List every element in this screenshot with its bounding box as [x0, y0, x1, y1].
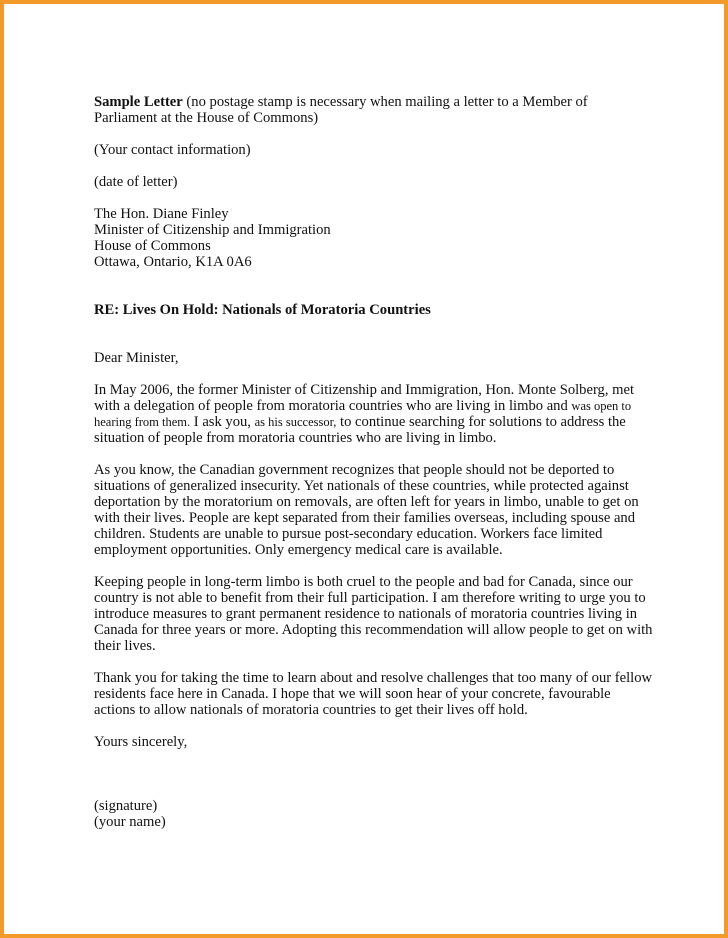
- letter-title: Sample Letter: [94, 94, 183, 110]
- paragraph-1-part-5: to continue searching for solutions to address the situation of people from moratoria countries who are living in limbo.: [94, 414, 626, 446]
- letter-body: [94, 94, 654, 830]
- paragraph-3: Keeping people in long-term limbo is both cruel to the people and bad for Canada, since our country is not able to benefit from their full participation. I am therefore writing to urge you to introduce measures to grant permanent residence to nationals of moratoria countries living in Canada for three years or more. Adopting this recommendation will allow people to get on with their lives.: [94, 574, 653, 654]
- paragraph-1: [94, 382, 654, 446]
- recipient-title: Minister of Citizenship and Immigration: [94, 222, 331, 238]
- salutation: Dear Minister,: [94, 350, 179, 366]
- paragraph-4: Thank you for taking the time to learn about and resolve challenges that too many of our fellow residents face here in Canada. I hope that we will soon hear of your concrete, favourable actions to allow nationals of moratoria countries to get their lives off hold.: [94, 670, 653, 718]
- letter-title-note: (no postage stamp is necessary when mailing a letter to a Member of Parliament at the House of Commons): [94, 94, 588, 126]
- paragraph-1-part-4: as his successor,: [254, 415, 337, 429]
- contact-info: (Your contact information): [94, 142, 251, 158]
- recipient-block: [94, 206, 654, 270]
- paragraph-1-part-3: I ask you,: [190, 414, 255, 430]
- closing: Yours sincerely,: [94, 734, 188, 750]
- recipient-name: The Hon. Diane Finley: [94, 206, 229, 222]
- paragraph-1-part-2: was open to hearing from them.: [94, 399, 632, 429]
- paragraph-2: As you know, the Canadian government recognizes that people should not be deported to situations of generalized insecurity. Yet nationals of these countries, while protected against deportation by the moratorium on removals, are often left for years in limbo, unable to get on with their lives. People are kept separated from their families overseas, including spouse and children. Students are unable to pursue post-secondary education. Workers face limited employment opportunities. Only emergency medical care is available.: [94, 462, 639, 558]
- recipient-address: Ottawa, Ontario, K1A 0A6: [94, 254, 252, 270]
- date-line: (date of letter): [94, 174, 178, 190]
- letter-header: [94, 94, 654, 126]
- recipient-office: House of Commons: [94, 238, 211, 254]
- your-name-placeholder: (your name): [94, 814, 166, 830]
- subject-line: RE: Lives On Hold: Nationals of Moratoria Countries: [94, 302, 431, 318]
- paragraph-1-part-1: In May 2006, the former Minister of Citizenship and Immigration, Hon. Monte Solberg, met with a delegation of people from moratoria countries who are living in limbo and: [94, 382, 635, 414]
- signature-placeholder: (signature): [94, 798, 158, 814]
